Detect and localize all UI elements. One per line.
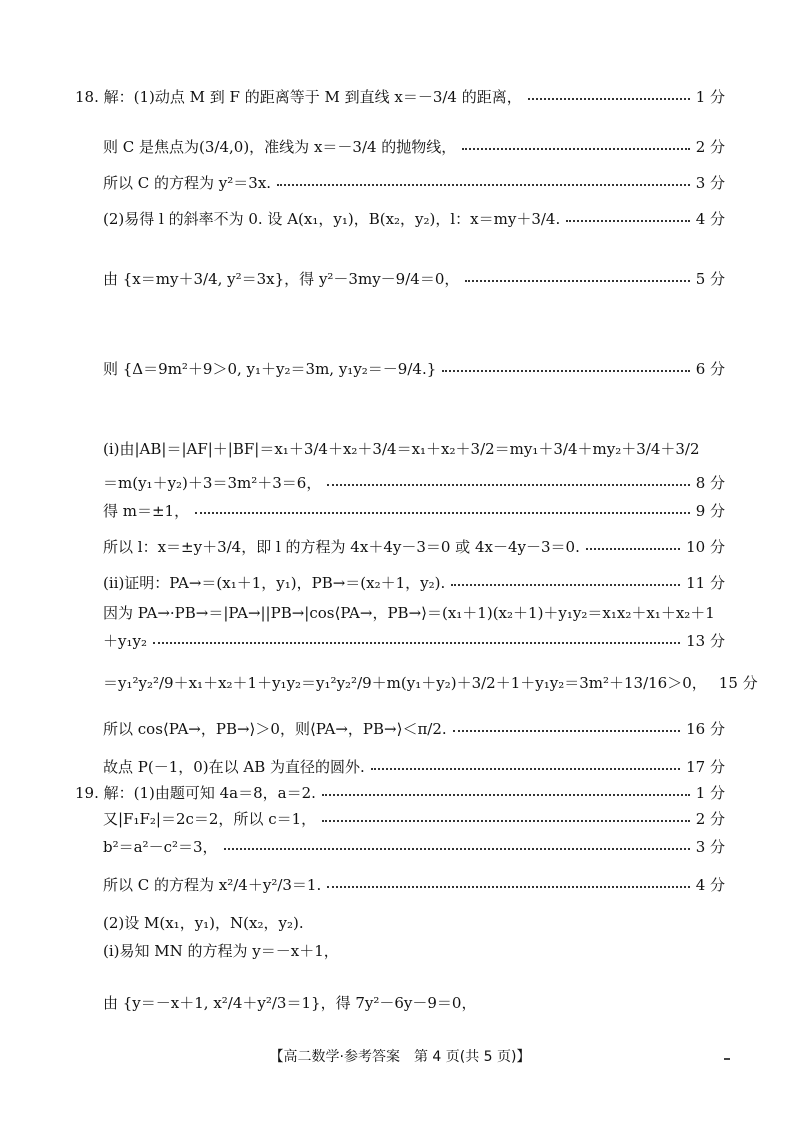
line-text: (ⅰ)由|AB|＝|AF|＋|BF|＝x₁＋3/4＋x₂＋3/4＝x₁＋x₂＋3/2＝my₁＋3/4＋my₂＋3/4＋3/2 — [103, 440, 700, 458]
leader-dots — [442, 370, 689, 372]
answer-line — [103, 208, 725, 229]
score-label: 2 分 — [695, 810, 725, 828]
line-text: b²＝a²－c²＝3， — [103, 838, 218, 856]
score-label: 8 分 — [695, 474, 725, 492]
line-text: ＝m(y₁＋y₂)＋3＝3m²＋3＝6， — [103, 474, 322, 492]
line-text: 所以 C 的方程为 x²/4＋y²/3＝1. — [103, 876, 322, 894]
leader-dots — [224, 848, 690, 850]
line-text: 故点 P(－1，0)在以 AB 为直径的圆外. — [103, 758, 365, 776]
line-text: 19. 解：(1)由题可知 4a＝8，a＝2. — [75, 784, 316, 802]
answer-line — [103, 940, 725, 961]
leader-dots — [327, 886, 689, 888]
line-text: 所以 C 的方程为 y²＝3x. — [103, 174, 272, 192]
answer-line — [75, 782, 725, 803]
answer-line — [75, 86, 725, 107]
page-footer: 【高二数学·参考答案 第 4 页(共 5 页)】 — [269, 1049, 531, 1065]
score-label: 5 分 — [695, 270, 725, 288]
answer-line — [103, 268, 725, 289]
line-text: ＝y₁²y₂²/9＋x₁＋x₂＋1＋y₁y₂＝y₁²y₂²/9＋m(y₁＋y₂)＋3/2＋1＋y₁y₂＝3m²＋13/16＞0， — [103, 674, 707, 692]
leader-dots — [462, 148, 689, 150]
answer-line — [103, 438, 725, 459]
score-label: 17 分 — [686, 758, 725, 776]
line-text: 所以 l：x＝±y＋3/4，即 l 的方程为 4x＋4y－3＝0 或 4x－4y－3＝0. — [103, 538, 580, 556]
line-text: 又|F₁F₂|＝2c＝2，所以 c＝1， — [103, 810, 317, 828]
line-text: (ⅱ)证明：PA→＝(x₁＋1，y₁)，PB→＝(x₂＋1，y₂). — [103, 574, 446, 592]
line-text: 由 {y＝－x＋1, x²/4＋y²/3＝1}，得 7y²－6y－9＝0， — [103, 994, 477, 1012]
answer-line — [103, 500, 725, 521]
score-label: 2 分 — [695, 138, 725, 156]
answer-line — [103, 172, 725, 193]
score-label: 4 分 — [695, 210, 725, 228]
answer-line — [103, 472, 725, 493]
answer-line — [103, 874, 725, 895]
line-text: (2)设 M(x₁，y₁)，N(x₂，y₂). — [103, 914, 304, 932]
answer-line — [103, 912, 725, 933]
answer-line — [103, 808, 725, 829]
leader-dots — [451, 584, 680, 586]
answer-line — [103, 672, 758, 693]
score-label: 3 分 — [695, 174, 725, 192]
line-text: 因为 PA→·PB→＝|PA→||PB→|cos⟨PA→，PB→⟩＝(x₁＋1)(x₂＋1)＋y₁y₂＝x₁x₂＋x₁＋x₂＋1 — [103, 604, 715, 622]
line-text: ＋y₁y₂ — [103, 632, 147, 650]
score-label: 9 分 — [695, 502, 725, 520]
answer-line — [103, 358, 725, 379]
answer-line — [103, 718, 725, 739]
answer-line — [103, 756, 725, 777]
line-text: (ⅰ)易知 MN 的方程为 y＝－x＋1， — [103, 942, 339, 960]
score-label: 16 分 — [686, 720, 725, 738]
score-label: 3 分 — [695, 838, 725, 856]
line-text: 所以 cos⟨PA→，PB→⟩＞0，则⟨PA→，PB→⟩＜π/2. — [103, 720, 447, 738]
score-label: 4 分 — [695, 876, 725, 894]
answer-line — [103, 572, 725, 593]
score-label: 15 分 — [718, 674, 758, 692]
answer-line — [103, 630, 725, 651]
answer-line — [103, 536, 725, 557]
answer-line — [103, 602, 725, 623]
line-text: 则 {Δ＝9m²＋9＞0, y₁＋y₂＝3m, y₁y₂＝－9/4.} — [103, 360, 437, 378]
leader-dots — [528, 98, 690, 100]
leader-dots — [153, 642, 680, 644]
line-text: 由 {x＝my＋3/4, y²＝3x}，得 y²－3my－9/4＝0， — [103, 270, 460, 288]
leader-dots — [277, 184, 690, 186]
score-label: 10 分 — [686, 538, 725, 556]
leader-dots — [322, 820, 690, 822]
leader-dots — [586, 548, 680, 550]
score-label: 1 分 — [695, 88, 725, 106]
score-label: 6 分 — [695, 360, 725, 378]
line-text: 得 m＝±1， — [103, 502, 190, 520]
answer-line — [103, 836, 725, 857]
leader-dots — [322, 794, 690, 796]
answer-line — [103, 992, 725, 1013]
corner-mark — [724, 1058, 730, 1060]
score-label: 11 分 — [686, 574, 725, 592]
score-label: 13 分 — [686, 632, 725, 650]
leader-dots — [195, 512, 690, 514]
leader-dots — [465, 280, 689, 282]
score-label: 1 分 — [695, 784, 725, 802]
leader-dots — [327, 484, 689, 486]
leader-dots — [453, 730, 680, 732]
line-text: (2)易得 l 的斜率不为 0. 设 A(x₁，y₁)，B(x₂，y₂)，l：x＝my＋3/4. — [103, 210, 561, 228]
leader-dots — [371, 768, 680, 770]
line-text: 18. 解：(1)动点 M 到 F 的距离等于 M 到直线 x＝－3/4 的距离， — [75, 88, 522, 106]
line-text: 则 C 是焦点为(3/4,0)，准线为 x＝－3/4 的抛物线， — [103, 138, 457, 156]
leader-dots — [566, 220, 689, 222]
answer-line — [103, 136, 725, 157]
